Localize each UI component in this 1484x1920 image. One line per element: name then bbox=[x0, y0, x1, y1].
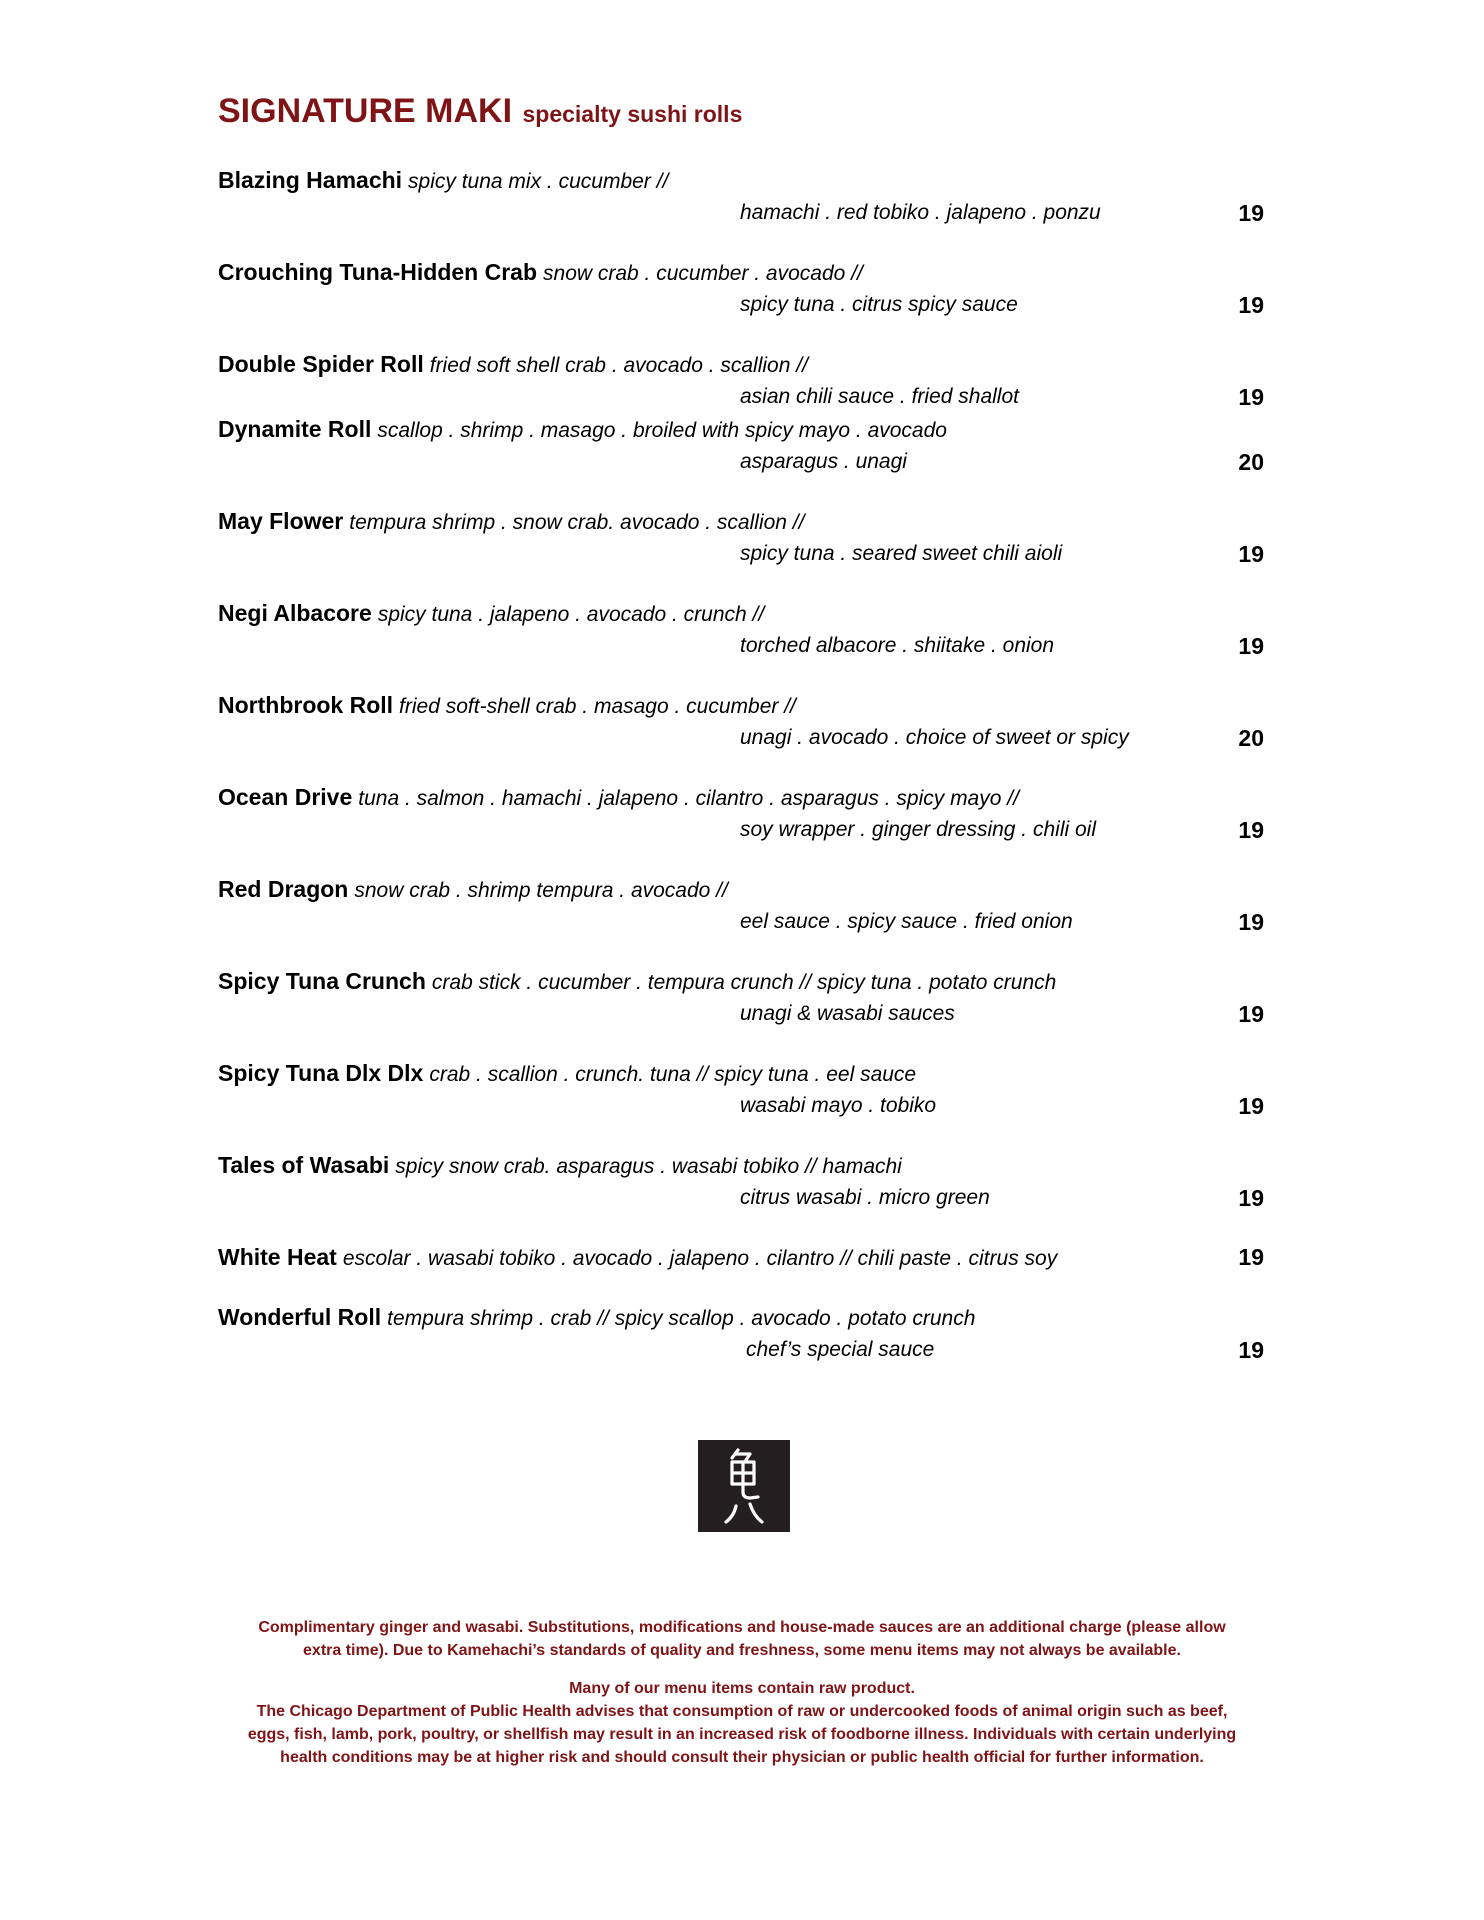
menu-item-wonderful-roll bbox=[218, 1301, 1268, 1371]
menu-section-heading bbox=[218, 92, 742, 131]
menu-item-spicy-tuna-crunch bbox=[218, 965, 1268, 1035]
item-price: 20 bbox=[1238, 725, 1264, 751]
footer-line: Many of our menu items contain raw product. bbox=[569, 1680, 915, 1697]
item-price: 20 bbox=[1238, 449, 1264, 475]
item-description: tempura shrimp . snow crab. avocado . scallion // bbox=[349, 511, 805, 534]
item-price: 19 bbox=[1238, 1185, 1264, 1211]
item-name: May Flower bbox=[218, 508, 344, 534]
item-name: Blazing Hamachi bbox=[218, 167, 403, 193]
menu-item-red-dragon bbox=[218, 873, 1268, 943]
section-title: SIGNATURE MAKI bbox=[218, 92, 513, 130]
item-name: Spicy Tuna Crunch bbox=[218, 968, 426, 994]
item-name: Northbrook Roll bbox=[218, 692, 394, 718]
kamehachi-logo-icon bbox=[698, 1440, 790, 1532]
item-price: 19 bbox=[1238, 1244, 1264, 1270]
item-description-continued: spicy tuna . citrus spicy sauce bbox=[740, 293, 1018, 316]
menu-item-ocean-drive bbox=[218, 781, 1268, 851]
footer-line: health conditions may be at higher risk and should consult their physician or public health official for further information. bbox=[280, 1749, 1204, 1766]
item-name: Tales of Wasabi bbox=[218, 1152, 390, 1178]
item-name: Double Spider Roll bbox=[218, 351, 424, 377]
item-name: Ocean Drive bbox=[218, 784, 353, 810]
item-description-continued: soy wrapper . ginger dressing . chili oil bbox=[740, 818, 1096, 841]
menu-item-tales-of-wasabi bbox=[218, 1149, 1268, 1219]
item-description: tuna . salmon . hamachi . jalapeno . cilantro . asparagus . spicy mayo // bbox=[358, 787, 1019, 810]
item-description-continued: chef’s special sauce bbox=[746, 1338, 935, 1361]
menu-item-may-flower bbox=[218, 505, 1268, 575]
item-name: White Heat bbox=[218, 1244, 337, 1270]
item-description-continued: unagi & wasabi sauces bbox=[740, 1002, 955, 1025]
item-price: 19 bbox=[1238, 1337, 1264, 1363]
item-price: 19 bbox=[1238, 633, 1264, 659]
item-description: crab stick . cucumber . tempura crunch // spicy tuna . potato crunch bbox=[431, 971, 1057, 994]
menu-item-blazing-hamachi bbox=[218, 164, 1268, 234]
item-price: 19 bbox=[1238, 1093, 1264, 1119]
menu-item-double-spider-roll bbox=[218, 348, 1268, 418]
item-description-continued: asparagus . unagi bbox=[740, 450, 907, 473]
item-description: spicy snow crab. asparagus . wasabi tobiko // hamachi bbox=[395, 1155, 902, 1178]
item-description: snow crab . shrimp tempura . avocado // bbox=[354, 879, 728, 902]
item-name: Dynamite Roll bbox=[218, 416, 372, 442]
footer-line: extra time). Due to Kamehachi’s standards of quality and freshness, some menu items may not always be available. bbox=[303, 1642, 1181, 1659]
item-description-continued: asian chili sauce . fried shallot bbox=[740, 385, 1019, 408]
menu-item-spicy-tuna-dlx-dlx bbox=[218, 1057, 1268, 1127]
menu-item-negi-albacore bbox=[218, 597, 1268, 667]
item-name: Negi Albacore bbox=[218, 600, 372, 626]
item-description: scallop . shrimp . masago . broiled with spicy mayo . avocado bbox=[377, 419, 947, 442]
item-description: snow crab . cucumber . avocado // bbox=[543, 262, 863, 285]
item-description: crab . scallion . crunch. tuna // spicy tuna . eel sauce bbox=[429, 1063, 917, 1086]
section-subtitle: specialty sushi rolls bbox=[522, 101, 743, 127]
item-name: Red Dragon bbox=[218, 876, 349, 902]
menu-item-crouching-tuna-hidden-crab bbox=[218, 256, 1268, 326]
item-name: Wonderful Roll bbox=[218, 1304, 382, 1330]
item-description-continued: hamachi . red tobiko . jalapeno . ponzu bbox=[740, 201, 1101, 224]
item-price: 19 bbox=[1238, 541, 1264, 567]
item-description-continued: wasabi mayo . tobiko bbox=[740, 1094, 937, 1117]
item-description-continued: torched albacore . shiitake . onion bbox=[740, 634, 1055, 657]
footer-line: eggs, fish, lamb, pork, poultry, or shellfish may result in an increased risk of foodborne illness. Individuals with certain underlying bbox=[247, 1726, 1237, 1743]
item-description: fried soft shell crab . avocado . scallion // bbox=[429, 354, 808, 377]
footer-line: The Chicago Department of Public Health advises that consumption of raw or undercooked foods of animal origin such as beef, bbox=[256, 1703, 1228, 1720]
menu-item-northbrook-roll bbox=[218, 689, 1268, 759]
footer-line: Complimentary ginger and wasabi. Substitutions, modifications and house-made sauces are an additional charge (please allow bbox=[258, 1619, 1226, 1636]
item-description-continued: unagi . avocado . choice of sweet or spicy bbox=[740, 726, 1129, 749]
item-description: spicy tuna mix . cucumber // bbox=[408, 170, 669, 193]
item-price: 19 bbox=[1238, 200, 1264, 226]
menu-item-dynamite-roll bbox=[218, 413, 1268, 483]
item-price: 19 bbox=[1238, 817, 1264, 843]
item-description: tempura shrimp . crab // spicy scallop . avocado . potato crunch bbox=[387, 1307, 976, 1330]
item-description-continued: citrus wasabi . micro green bbox=[740, 1186, 990, 1209]
item-price: 19 bbox=[1238, 292, 1264, 318]
item-name: Crouching Tuna-Hidden Crab bbox=[218, 259, 538, 285]
health-advisory-note bbox=[200, 1677, 1284, 1769]
item-description: escolar . wasabi tobiko . avocado . jalapeno . cilantro // chili paste . citrus soy bbox=[342, 1247, 1058, 1270]
item-description: spicy tuna . jalapeno . avocado . crunch // bbox=[377, 603, 765, 626]
item-description: fried soft-shell crab . masago . cucumber // bbox=[399, 695, 796, 718]
item-price: 19 bbox=[1238, 909, 1264, 935]
item-description-continued: spicy tuna . seared sweet chili aioli bbox=[740, 542, 1063, 565]
item-description-continued: eel sauce . spicy sauce . fried onion bbox=[740, 910, 1073, 933]
menu-policy-note bbox=[200, 1616, 1284, 1662]
item-name: Spicy Tuna Dlx Dlx bbox=[218, 1060, 424, 1086]
item-price: 19 bbox=[1238, 384, 1264, 410]
item-price: 19 bbox=[1238, 1001, 1264, 1027]
